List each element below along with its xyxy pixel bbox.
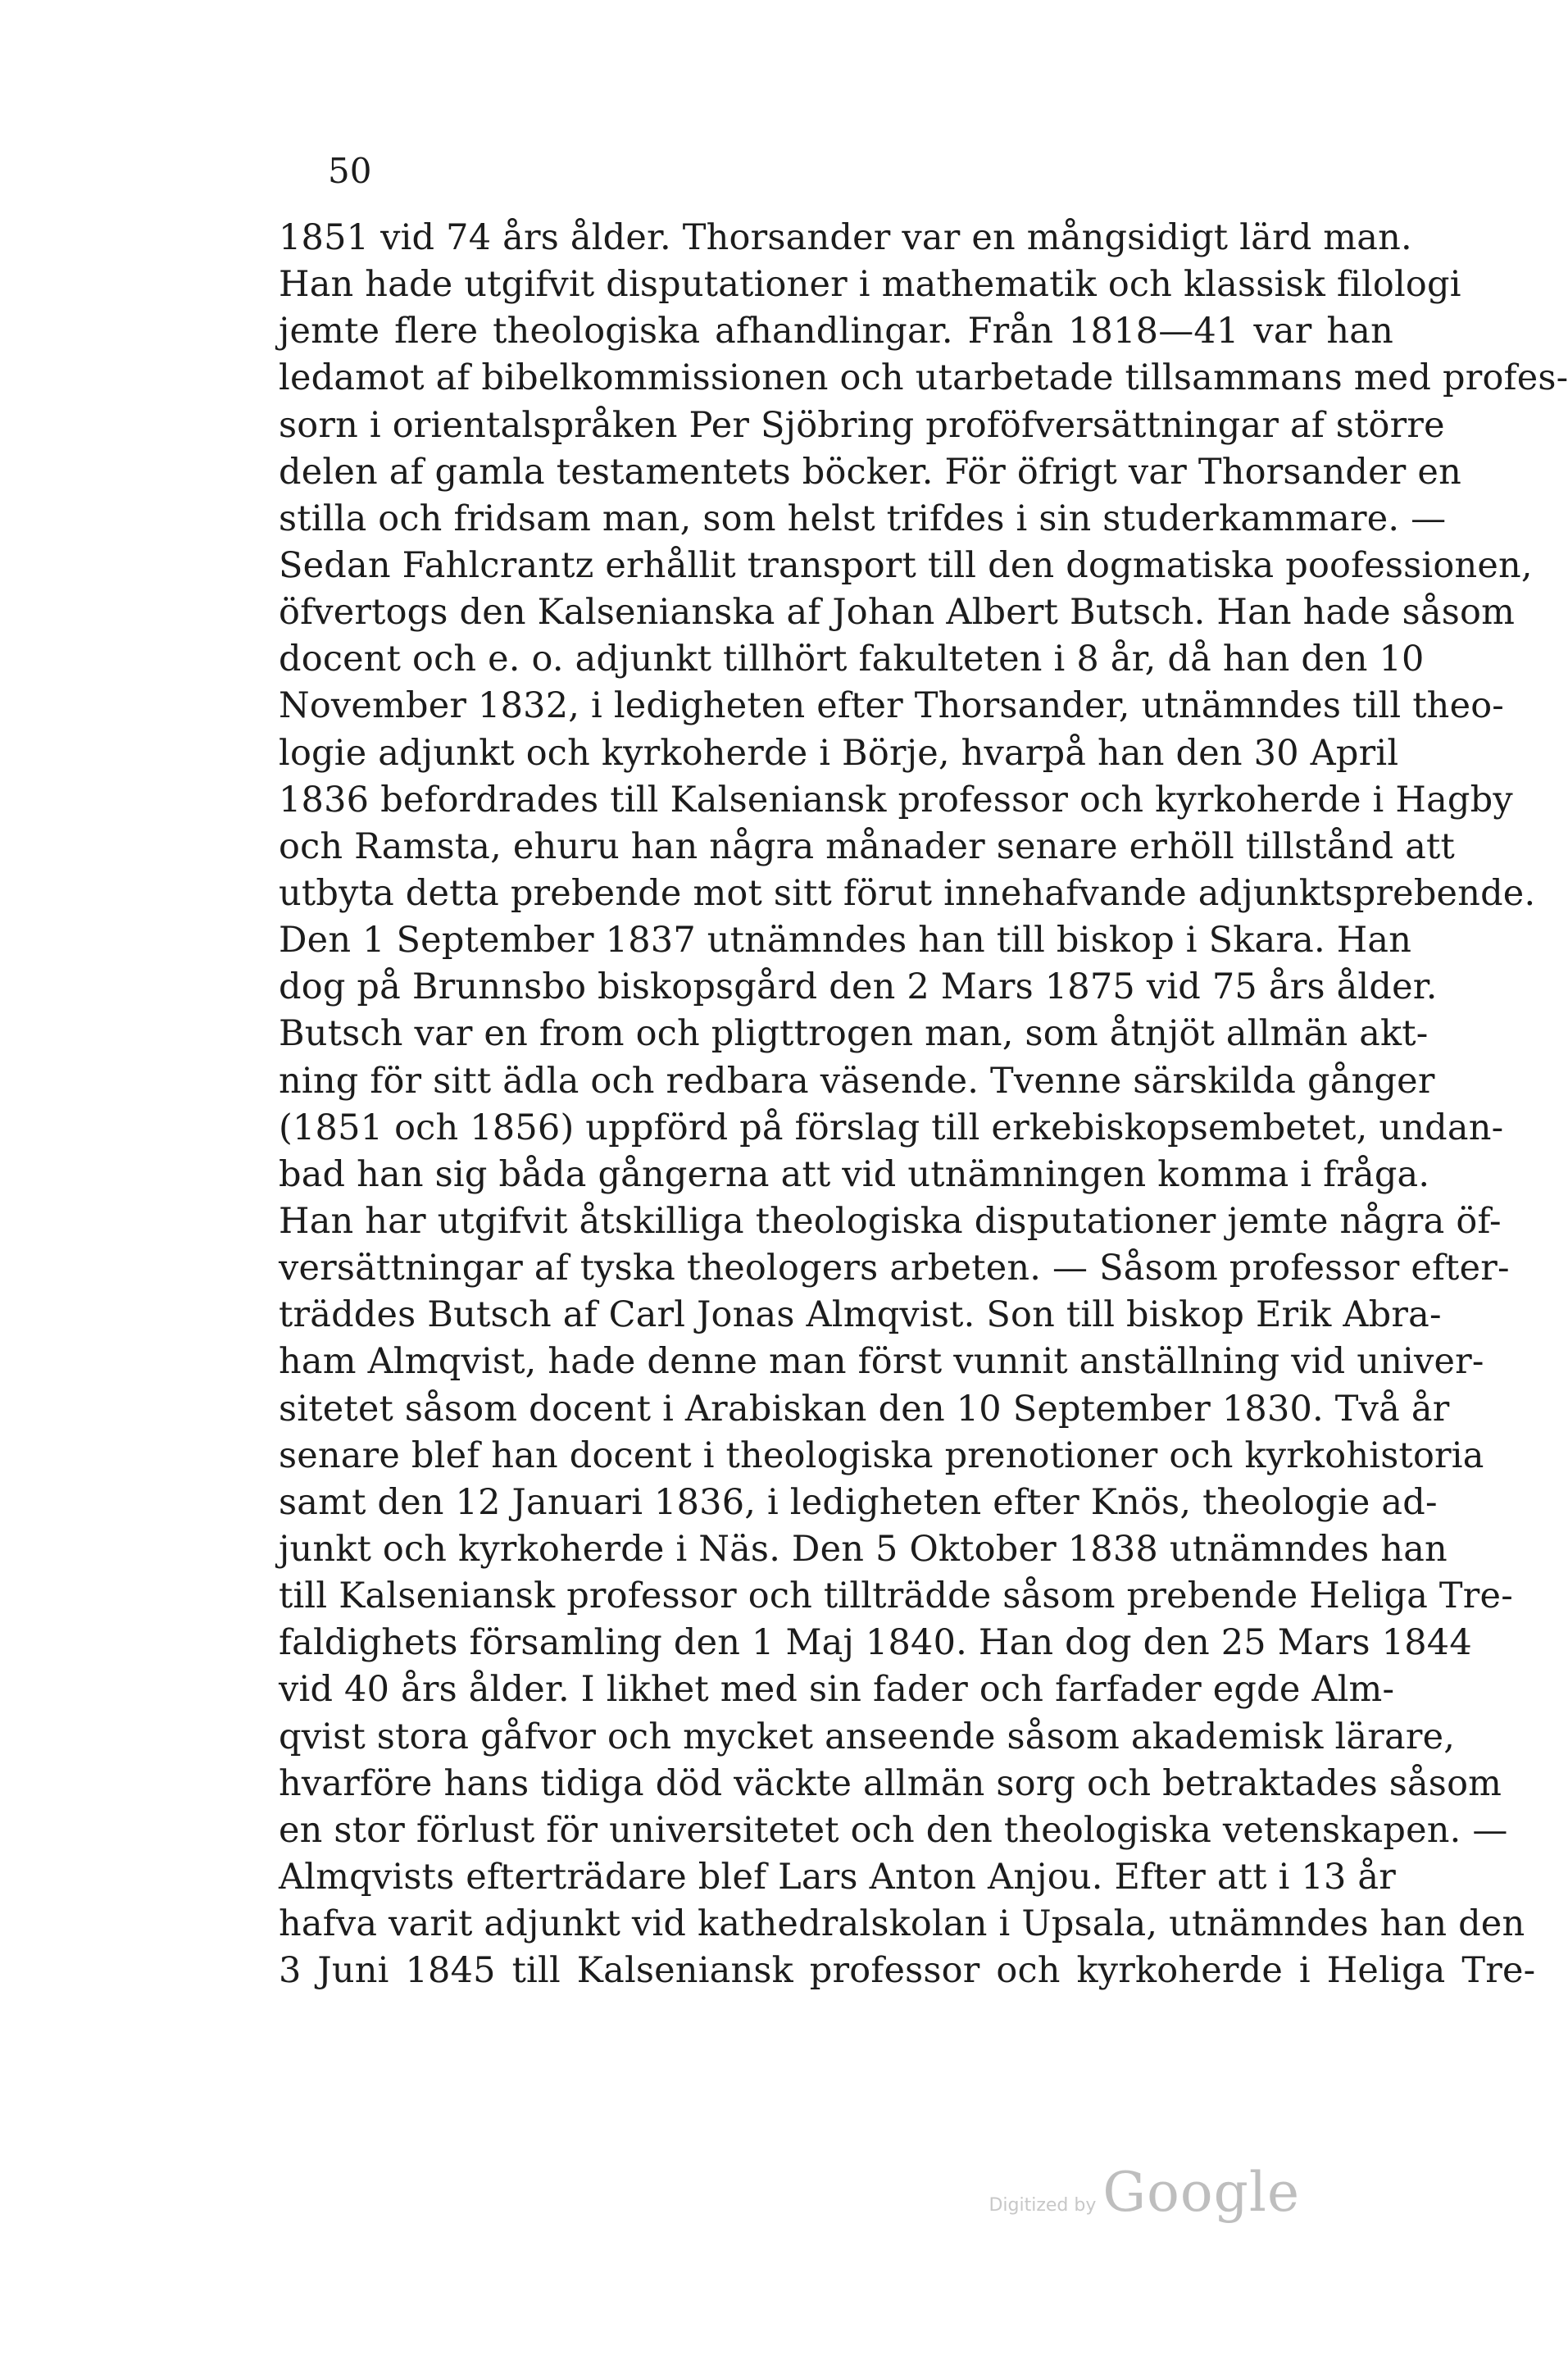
google-logo: Google [1102, 2161, 1300, 2224]
text-line: utbyta detta prebende mot sitt förut innehafvande adjunktsprebende. [279, 872, 1536, 914]
text-line: sitetet såsom docent i Arabiskan den 10 September 1830. Två år [279, 1388, 1450, 1430]
text-line: faldighets församling den 1 Maj 1840. Han dog den 25 Mars 1844 [279, 1622, 1472, 1664]
text-line: (1851 och 1856) uppförd på förslag till erkebiskopsembetet, undan- [279, 1107, 1504, 1148]
text-line: docent och e. o. adjunkt tillhört fakulteten i 8 år, då han den 10 [279, 639, 1425, 680]
text-line: 1851 vid 74 års ålder. Thorsander var en mångsidigt lärd man. [279, 217, 1412, 258]
text-line: Han hade utgifvit disputationer i mathematik och klassisk filologi [279, 264, 1461, 306]
text-line: samt den 12 Januari 1836, i ledigheten efter Knös, theologie ad- [279, 1481, 1438, 1523]
text-line: dog på Brunnsbo biskopsgård den 2 Mars 1875 vid 75 års ålder. [279, 966, 1438, 1008]
text-line: bad han sig båda gångerna att vid utnämningen komma i fråga. [279, 1153, 1430, 1195]
text-line: ning för sitt ädla och redbara väsende. Tvenne särskilda gånger [279, 1060, 1435, 1102]
text-line: öfvertogs den Kalsenianska af Johan Albert Butsch. Han hade såsom [279, 592, 1516, 634]
text-line: versättningar af tyska theologers arbeten. — Såsom professor efter- [279, 1248, 1510, 1289]
text-line: qvist stora gåfvor och mycket anseende såsom akademisk lärare, [279, 1716, 1456, 1757]
text-line: sorn i orientalspråken Per Sjöbring proföfversättningar af större [279, 404, 1445, 446]
body-text [279, 215, 1568, 1994]
text-line: 1836 befordrades till Kalseniansk professor och kyrkoherde i Hagby [279, 779, 1513, 821]
text-line: stilla och fridsam man, som helst trifdes i sin studerkammare. — [279, 498, 1447, 539]
text-line: hvarföre hans tidiga död väckte allmän sorg och betraktades såsom [279, 1762, 1502, 1804]
watermark-prefix: Digitized by [989, 2195, 1097, 2216]
text-line: delen af gamla testamentets böcker. För öfrigt var Thorsander en [279, 451, 1461, 493]
text-line: jemte flere theologiska afhandlingar. Från 1818—41 var han [279, 311, 1393, 352]
text-line: Den 1 September 1837 utnämndes han till biskop i Skara. Han [279, 920, 1412, 962]
text-line: vid 40 års ålder. I likhet med sin fader och farfader egde Alm- [279, 1669, 1395, 1711]
text-line: Butsch var en from och pligttrogen man, som åtnjöt allmän akt- [279, 1013, 1429, 1055]
text-line: Sedan Fahlcrantz erhållit transport till den dogmatiska poofessionen, [279, 544, 1533, 586]
text-line: Han har utgifvit åtskilliga theologiska disputationer jemte några öf- [279, 1200, 1502, 1242]
text-line: 3 Juni 1845 till Kalseniansk professor och kyrkoherde i Heliga Tre- [279, 1950, 1536, 1992]
page-number: 50 [328, 151, 372, 191]
text-line: logie adjunkt och kyrkoherde i Börje, hvarpå han den 30 April [279, 732, 1399, 774]
text-line: och Ramsta, ehuru han några månader senare erhöll tillstånd att [279, 825, 1456, 867]
text-line: träddes Butsch af Carl Jonas Almqvist. Son till biskop Erik Abra- [279, 1294, 1442, 1336]
text-line: hafva varit adjunkt vid kathedralskolan i Upsala, utnämndes han den [279, 1903, 1525, 1945]
text-line: ham Almqvist, hade denne man först vunnit anställning vid univer- [279, 1341, 1484, 1383]
text-line: till Kalseniansk professor och tillträdde såsom prebende Heliga Tre- [279, 1575, 1513, 1617]
text-line: Almqvists efterträdare blef Lars Anton Anjou. Efter att i 13 år [279, 1856, 1396, 1898]
text-line: junkt och kyrkoherde i Näs. Den 5 Oktober 1838 utnämndes han [279, 1528, 1448, 1570]
text-line: en stor förlust för universitetet och den theologiska vetenskapen. — [279, 1809, 1508, 1851]
digitized-watermark [989, 2161, 1300, 2224]
text-line: senare blef han docent i theologiska prenotioner och kyrkohistoria [279, 1434, 1484, 1476]
text-line: November 1832, i ledigheten efter Thorsander, utnämndes till theo- [279, 685, 1505, 727]
text-line: ledamot af bibelkommissionen och utarbetade tillsammans med profes- [279, 357, 1568, 399]
